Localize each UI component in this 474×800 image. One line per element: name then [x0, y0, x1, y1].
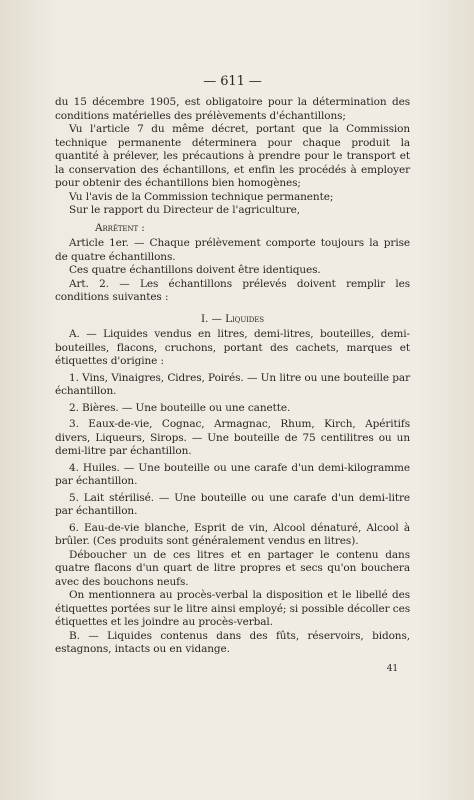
- list-item-2: 2. Bières. — Une bouteille ou une canette.: [69, 401, 291, 414]
- paragraph-decree-continuation: du 15 décembre 1905, est obligatoire pour la détermination des conditions matérielles des prélèvements d'échantillons;: [55, 96, 410, 122]
- paragraph-article-7: Vu l'article 7 du même décret, portant que la Commission technique permanente déterminera pour chaque produit la quantité à prélever, les précautions à prendre pour le transport et la conservation des échantillons, et enfin les procédés à employer pour obtenir des échantillons bien homogènes;: [55, 123, 410, 189]
- list-item-4: 4. Huiles. — Une bouteille ou une carafe d'un demi-kilogramme par échantillon.: [55, 461, 410, 487]
- paragraph-article-2: Art. 2. — Les échantillons prélevés doivent remplir les conditions suivantes :: [55, 277, 410, 303]
- list-item-5: 5. Lait stérilisé. — Une bouteille ou une carafe d'un demi-litre par échantillon.: [55, 491, 410, 517]
- paragraph-identical-samples: Ces quatre échantillons doivent être identiques.: [69, 264, 321, 276]
- paragraph-labels: On mentionnera au procès-verbal la disposition et le libellé des étiquettes portées sur le litre ainsi employé; si possible décoller ces étiquettes et les joindre au procès-verbal.: [55, 589, 410, 628]
- signature-mark: 41: [386, 663, 398, 674]
- paragraph-unbottling: Déboucher un de ces litres et en partager le contenu dans quatre flacons d'un quart de litre propres et secs qu'on bouchera avec des bouchons neufs.: [55, 548, 410, 588]
- page-content: [55, 74, 410, 676]
- list-item-3: 3. Eaux-de-vie, Cognac, Armagnac, Rhum, Kirch, Apéritifs divers, Liqueurs, Sirops. — Une bouteille de 75 centilitres ou un demi-litre par échantillon.: [55, 418, 410, 457]
- paragraph-commission-opinion: Vu l'avis de la Commission technique permanente;: [69, 190, 334, 203]
- paragraph-article-1: Article 1er. — Chaque prélèvement comporte toujours la prise de quatre échantillons.: [55, 237, 410, 263]
- list-item-1: 1. Vins, Vinaigres, Cidres, Poirés. — Un litre ou une bouteille par échantillon.: [55, 371, 410, 397]
- paragraph-section-a: A. — Liquides vendus en litres, demi-litres, bouteilles, demi-bouteilles, flacons, cruchons, portant des cachets, marques et étiquettes d'origine :: [55, 328, 410, 367]
- paragraph-director-report: Sur le rapport du Directeur de l'agriculture,: [69, 204, 301, 216]
- list-item-6: 6. Eau-de-vie blanche, Esprit de vin, Alcool dénaturé, Alcool à brûler. (Ces produits sont généralement vendus en litres).: [55, 521, 410, 547]
- paragraph-section-b: B. — Liquides contenus dans des fûts, réservoirs, bidons, estagnons, intacts ou en vidange.: [55, 629, 410, 655]
- heading-arretent: Arrêtent :: [95, 221, 145, 234]
- section-heading-liquides: I. — Liquides: [200, 312, 265, 325]
- page-number: — 611 —: [203, 74, 262, 89]
